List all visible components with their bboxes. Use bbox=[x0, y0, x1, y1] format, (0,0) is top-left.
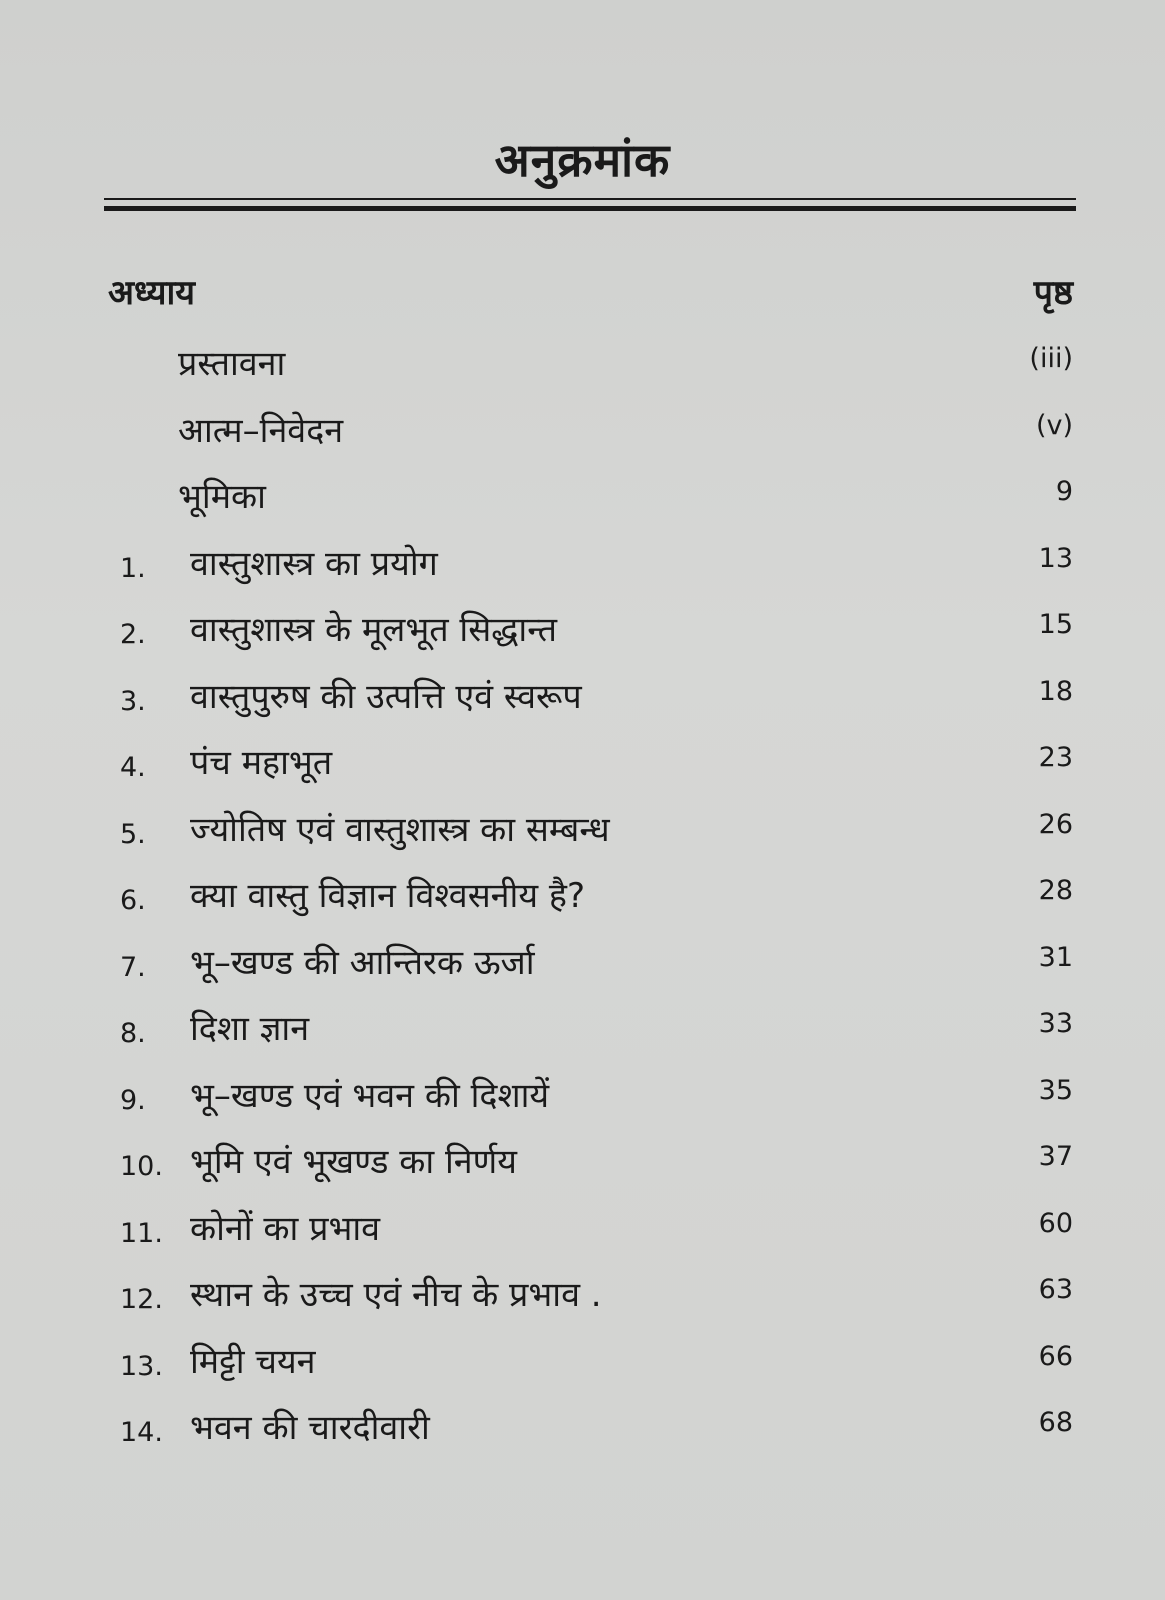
toc-entry bbox=[0, 801, 1165, 868]
entry-title: वास्तुशास्त्र का प्रयोग bbox=[190, 543, 438, 584]
toc-entry bbox=[0, 1333, 1165, 1400]
entry-title: मिट्टी चयन bbox=[190, 1341, 316, 1382]
chapter-column-header: अध्याय bbox=[108, 273, 196, 313]
entry-title: भूमि एवं भूखण्ड का निर्णय bbox=[190, 1142, 517, 1182]
entry-page: 33 bbox=[1038, 1008, 1073, 1039]
entry-page: 15 bbox=[1038, 609, 1073, 640]
toc-entry bbox=[0, 867, 1165, 934]
entry-page: 9 bbox=[1055, 476, 1073, 507]
entry-page: (iii) bbox=[1029, 343, 1073, 374]
entry-number: 8. bbox=[120, 1018, 146, 1049]
toc-entry bbox=[0, 734, 1165, 801]
entry-title: आत्म–निवेदन bbox=[178, 410, 344, 451]
toc-entry bbox=[0, 1133, 1165, 1200]
entry-number: 6. bbox=[120, 885, 146, 916]
entry-title: वास्तुपुरुष की उत्पत्ति एवं स्वरूप bbox=[190, 676, 582, 717]
toc-entry bbox=[0, 934, 1165, 1001]
entry-title: कोनों का प्रभाव bbox=[190, 1208, 381, 1249]
entry-title: क्या वास्तु विज्ञान विश्वसनीय है? bbox=[190, 876, 585, 916]
entry-number: 9. bbox=[120, 1084, 146, 1116]
entry-title: प्रस्तावना bbox=[178, 344, 286, 384]
entry-number: 2. bbox=[120, 619, 146, 650]
entry-page: 26 bbox=[1038, 808, 1073, 840]
entry-number: 13. bbox=[120, 1350, 163, 1382]
toc-entry bbox=[0, 668, 1165, 735]
entry-number: 12. bbox=[120, 1284, 163, 1315]
entry-title: वास्तुशास्त्र के मूलभूत सिद्धान्त bbox=[190, 610, 558, 650]
entry-number: 10. bbox=[120, 1151, 163, 1182]
entry-page: 66 bbox=[1038, 1340, 1073, 1372]
toc-entry bbox=[0, 1000, 1165, 1067]
page-title: अनुक्रमांक bbox=[494, 133, 671, 187]
toc-entry bbox=[0, 1399, 1165, 1466]
entry-page: 23 bbox=[1038, 742, 1073, 773]
entry-number: 7. bbox=[120, 951, 146, 983]
entry-title: ज्योतिष एवं वास्तुशास्त्र का सम्बन्ध bbox=[190, 809, 610, 850]
entry-number: 3. bbox=[120, 685, 146, 717]
toc-entry bbox=[0, 1067, 1165, 1134]
entry-title: स्थान के उच्च एवं नीच के प्रभाव . bbox=[190, 1275, 602, 1315]
entry-title: भवन की चारदीवारी bbox=[190, 1408, 430, 1448]
entry-page: 18 bbox=[1038, 675, 1073, 707]
entry-page: 28 bbox=[1038, 875, 1073, 906]
toc-entry bbox=[0, 601, 1165, 668]
entry-title: दिशा ज्ञान bbox=[190, 1009, 310, 1049]
table-of-contents bbox=[0, 335, 1165, 1466]
entry-page: 63 bbox=[1038, 1274, 1073, 1305]
entry-title: भू–खण्ड की आन्तिरक ऊर्जा bbox=[190, 942, 535, 983]
entry-number: 4. bbox=[120, 752, 146, 783]
entry-page: 13 bbox=[1038, 542, 1073, 574]
entry-page: (v) bbox=[1035, 409, 1073, 441]
title-rule-thick bbox=[104, 206, 1076, 211]
toc-entry bbox=[0, 402, 1165, 469]
toc-entry bbox=[0, 335, 1165, 402]
toc-entry bbox=[0, 1200, 1165, 1267]
entry-page: 35 bbox=[1038, 1074, 1073, 1106]
toc-entry bbox=[0, 535, 1165, 602]
entry-page: 31 bbox=[1038, 941, 1073, 973]
entry-title: पंच महाभूत bbox=[190, 743, 333, 783]
entry-number: 1. bbox=[120, 552, 146, 584]
entry-page: 68 bbox=[1038, 1407, 1073, 1438]
entry-page: 37 bbox=[1038, 1141, 1073, 1172]
entry-number: 11. bbox=[120, 1217, 163, 1249]
toc-entry bbox=[0, 468, 1165, 535]
entry-page: 60 bbox=[1038, 1207, 1073, 1239]
title-rule-thin bbox=[104, 198, 1076, 200]
entry-number: 14. bbox=[120, 1417, 163, 1448]
entry-number: 5. bbox=[120, 818, 146, 850]
entry-title: भू–खण्ड एवं भवन की दिशायें bbox=[190, 1075, 550, 1116]
toc-entry bbox=[0, 1266, 1165, 1333]
page-column-header: पृष्ठ bbox=[1033, 273, 1073, 313]
entry-title: भूमिका bbox=[178, 477, 266, 517]
